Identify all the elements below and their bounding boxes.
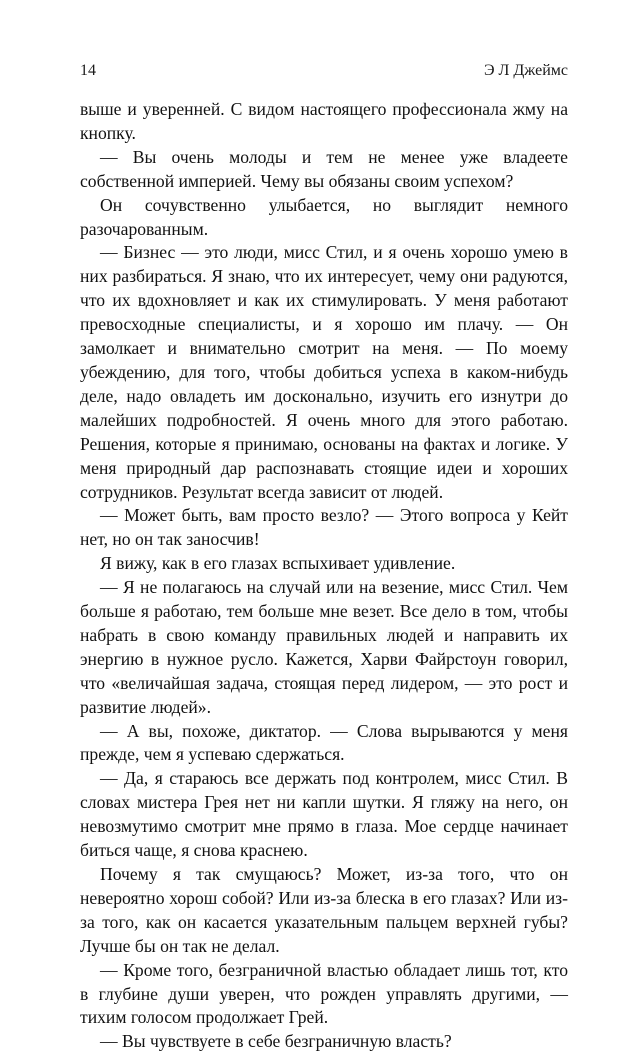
paragraph: — Да, я стараюсь все держать под контролем, мисс Стил. В словах мистера Грея нет ни капли шутки. Я гляжу на него, он невозмутимо смотрит мне прямо в глаза. Мое сердце начинает биться чаще, я снова краснею. (80, 768, 568, 861)
paragraph-continued: выше и уверенней. С видом настоящего профессионала жму на кнопку. (80, 99, 568, 143)
paragraph: Я вижу, как в его глазах вспыхивает удивление. (100, 553, 456, 574)
paragraph: — Вы чувствуете в себе безграничную власть? (100, 1031, 452, 1052)
paragraph: — Бизнес — это люди, мисс Стил, и я очень хорошо умею в них разбираться. Я знаю, что их интересует, чему они радуются, что их вдохновляет и как их стимулировать. У меня работают превосходные специалисты, и я хорошо им плачу. — Он замолкает и внимательно смотрит на меня. — По моему убеждению, для того, чтобы добиться успеха в каком-нибудь деле, надо овладеть им досконально, изучить его изнутри до малейших подробностей. Я очень много для этого работаю. Решения, которые я принимаю, основаны на фактах и логике. У меня природный дар распознавать стоящие идеи и хороших сотрудников. Результат всегда зависит от людей. (80, 242, 568, 502)
paragraph: Почему я так смущаюсь? Может, из-за того, что он невероятно хорош собой? Или из-за блеска в его глазах? Или из-за того, как он касается указательным пальцем верхней губы? Лучше бы он так не делал. (80, 864, 568, 956)
paragraph: — Я не полагаюсь на случай или на везение, мисс Стил. Чем больше я работаю, тем больше мне везет. Все дело в том, чтобы набрать в свою команду правильных людей и направить их энергию в нужное русло. Кажется, Харви Файрстоун говорил, что «величайшая задача, стоящая перед лидером, — это рост и развитие людей». (80, 577, 568, 717)
paragraph: — А вы, похоже, диктатор. — Слова вырываются у меня прежде, чем я успеваю сдержаться. (80, 720, 568, 765)
page-number: 14 (80, 62, 96, 79)
body-text (80, 98, 568, 1054)
paragraph: — Может быть, вам просто везло? — Этого вопроса у Кейт нет, но он так заносчив! (80, 505, 568, 550)
running-title: Э Л Джеймс (483, 62, 568, 79)
page-header (80, 62, 568, 86)
paragraph: — Вы очень молоды и тем не менее уже владеете собственной империей. Чему вы обязаны своим успехом? (80, 146, 568, 191)
paragraph: Он сочувственно улыбается, но выглядит немного разочарованным. (80, 194, 568, 239)
paragraph: — Кроме того, безграничной властью обладает лишь тот, кто в глубине души уверен, что рожден управлять другими, — тихим голосом продолжает Грей. (80, 959, 568, 1028)
